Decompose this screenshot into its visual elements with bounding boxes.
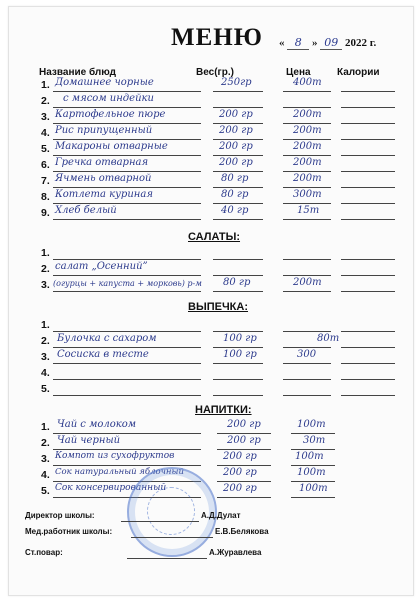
- row-number: 2.: [41, 437, 50, 449]
- pastry-price: 300: [297, 349, 317, 360]
- date-month: 09: [320, 36, 342, 50]
- row-number: 5.: [41, 383, 50, 395]
- drink-weight: 200 гр: [223, 483, 257, 494]
- signature-name: Е.В.Белякова: [215, 527, 269, 536]
- dish-price: 200т: [293, 141, 322, 152]
- section-title-salads: САЛАТЫ:: [188, 231, 241, 243]
- dish-name: Картофельное пюре: [55, 109, 166, 120]
- date-day: 8: [287, 36, 309, 50]
- dish-weight: 200 гр: [219, 125, 253, 136]
- drink-weight: 200 гр: [223, 451, 257, 462]
- salad-name: (огурцы + капуста + морковь) р-м: [53, 279, 202, 288]
- drink-name: Сок консервированный: [55, 483, 167, 493]
- header-calories: Калории: [337, 67, 380, 78]
- pastry-name: Сосиска в тесте: [57, 349, 149, 360]
- row-number: 3.: [41, 453, 50, 465]
- row-number: 1.: [41, 319, 50, 331]
- drink-weight: 200 гр: [223, 467, 257, 478]
- signature-role: Мед.работник школы:: [25, 527, 113, 536]
- row-number: 2.: [41, 263, 50, 275]
- dish-weight: 250гр: [221, 77, 252, 88]
- dish-weight: 80 гр: [221, 189, 249, 200]
- date-open-quote: «: [279, 37, 285, 49]
- signature-name: А.Журавлева: [209, 548, 262, 557]
- dish-name: Гречка отварная: [55, 157, 149, 168]
- drink-price: 100т: [297, 467, 326, 478]
- drink-name: Компот из сухофруктов: [55, 451, 175, 461]
- drink-price: 100т: [299, 483, 328, 494]
- signature-line: [121, 509, 199, 522]
- dish-price: 200т: [293, 157, 322, 168]
- row-number: 2.: [41, 335, 50, 347]
- drink-price: 100т: [295, 451, 324, 462]
- dish-weight: 200 гр: [219, 157, 253, 168]
- signature-name: А.Д.Дулат: [201, 511, 241, 520]
- dish-price: 15т: [297, 205, 320, 216]
- signature-line: [131, 525, 213, 538]
- dish-name: Хлеб белый: [55, 205, 117, 216]
- dish-price: 200т: [293, 173, 322, 184]
- pastry-name: Булочка с сахаром: [57, 333, 157, 344]
- dish-weight: 200 гр: [219, 109, 253, 120]
- menu-date: [279, 36, 376, 50]
- menu-title: МЕНЮ: [171, 24, 263, 51]
- row-number: 3.: [41, 279, 50, 291]
- pastry-weight: 100 гр: [223, 333, 257, 344]
- row-number: 9.: [41, 207, 50, 219]
- dish-weight: 40 гр: [221, 205, 249, 216]
- dish-name: Котлета куриная: [55, 189, 153, 200]
- dish-price: 300т: [293, 189, 322, 200]
- dish-weight: 200 гр: [219, 141, 253, 152]
- row-number: 4.: [41, 127, 50, 139]
- row-number: 8.: [41, 191, 50, 203]
- drink-price: 100т: [297, 419, 326, 430]
- row-number: 3.: [41, 351, 50, 363]
- salad-weight: 80 гр: [223, 277, 251, 288]
- drink-name: Чай черный: [57, 435, 121, 446]
- row-number: 3.: [41, 111, 50, 123]
- drink-weight: 200 гр: [227, 435, 261, 446]
- drink-name: Сок натуральный яблочный: [55, 467, 184, 477]
- signature-role: Директор школы:: [25, 511, 95, 520]
- section-title-drinks: НАПИТКИ:: [195, 404, 252, 416]
- row-number: 1.: [41, 79, 50, 91]
- dish-name: Домашнее чорные: [55, 77, 154, 88]
- section-title-pastry: ВЫПЕЧКА:: [188, 301, 249, 313]
- drink-price: 30т: [303, 435, 326, 446]
- date-year: 2022 г.: [345, 37, 377, 49]
- pastry-weight: 100 гр: [223, 349, 257, 360]
- dish-weight: 80 гр: [221, 173, 249, 184]
- row-number: 6.: [41, 159, 50, 171]
- signature-line: [127, 546, 207, 559]
- dish-price: 200т: [293, 109, 322, 120]
- date-close-quote: »: [312, 37, 318, 49]
- header-name: Название блюд: [39, 67, 117, 78]
- dish-name: Ячмень отварной: [55, 173, 152, 184]
- salad-price: 200т: [293, 277, 322, 288]
- drink-weight: 200 гр: [227, 419, 261, 430]
- header-weight: Вес(гр.): [196, 67, 234, 78]
- dish-price: 400т: [293, 77, 322, 88]
- header-price: Цена: [286, 67, 311, 78]
- dish-price: 200т: [293, 125, 322, 136]
- row-number: 1.: [41, 247, 50, 259]
- pastry-price: 80т: [317, 333, 340, 344]
- signature-role: Ст.повар:: [25, 548, 63, 557]
- row-number: 5.: [41, 485, 50, 497]
- row-number: 1.: [41, 421, 50, 433]
- dish-name: Макароны отварные: [55, 141, 168, 152]
- row-number: 2.: [41, 95, 50, 107]
- drink-name: Чай с молоком: [57, 419, 137, 430]
- salad-name: салат „Осенний”: [55, 261, 148, 272]
- row-number: 4.: [41, 367, 50, 379]
- row-number: 5.: [41, 143, 50, 155]
- row-number: 4.: [41, 469, 50, 481]
- dish-name: Рис припущенный: [55, 125, 153, 136]
- row-number: 7.: [41, 175, 50, 187]
- dish-name: с мясом индейки: [63, 93, 154, 104]
- menu-sheet: [8, 6, 414, 596]
